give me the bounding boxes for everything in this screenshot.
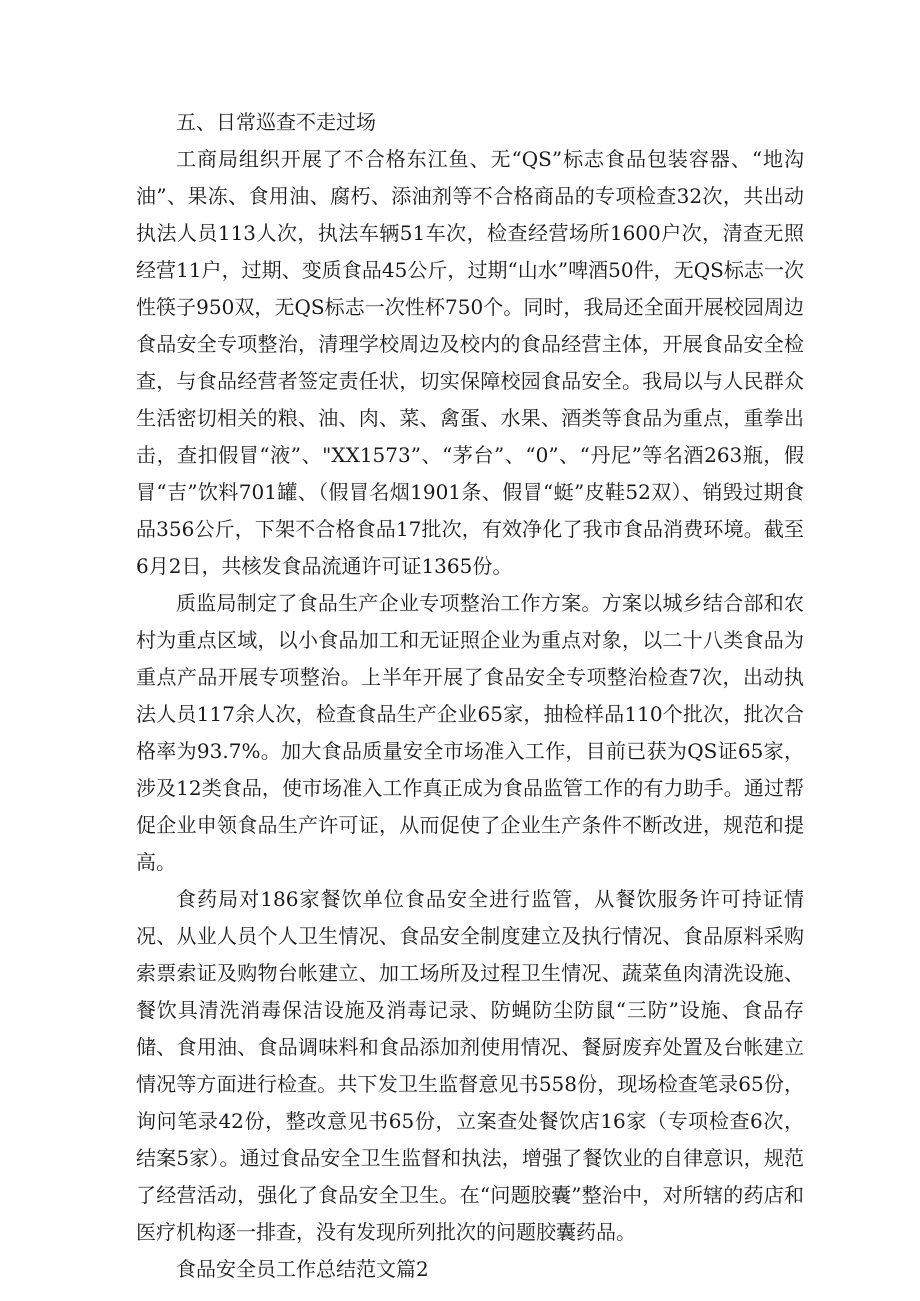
section-heading: 五、日常巡查不走过场 xyxy=(176,110,376,134)
paragraph-food-drug-bureau: 食药局对186家餐饮单位食品安全进行监管，从餐饮服务许可持证情况、从业人员个人卫生情况、食品安全制度建立及执行情况、食品原料采购索票索证及购物台帐建立、加工场所及过程卫生情况、蔬菜鱼肉清洗设施、餐饮具清洗消毒保洁设施及消毒记录、防蝇防尘防鼠“三防”设施、食品存储、食用油、食品调味料和食品添加剂使用情况、餐厨废弃处置及台帐建立情况等方面进行检查。共下发卫生监督意见书558份，现场检查笔录65份，询问笔录42份，整改意见书65份，立案查处餐饮店16家（专项检查6次，结案5家）。通过食品安全卫生监督和执法，增强了餐饮业的自律意识，规范了经营活动，强化了食品安全卫生。在“问题胶囊”整治中，对所辖的药店和医疗机构逐一排查，没有发现所列批次的问题胶囊药品。 xyxy=(136,887,804,1244)
document-body xyxy=(136,104,804,1288)
next-article-title: 食品安全员工作总结范文篇2 xyxy=(176,1257,429,1281)
paragraph-quality-bureau: 质监局制定了食品生产企业专项整治工作方案。方案以城乡结合部和农村为重点区域，以小食品加工和无证照企业为重点对象，以二十八类食品为重点产品开展专项整治。上半年开展了食品安全专项整治检查7次，出动执法人员117余人次，检查食品生产企业65家，抽检样品110个批次，批次合格率为93.7%。加大食品质量安全市场准入工作，目前已获为QS证65家，涉及12类食品，使市场准入工作真正成为食品监管工作的有力助手。通过帮促企业申领食品生产许可证，从而促使了企业生产条件不断改进，规范和提高。 xyxy=(136,591,804,874)
paragraph-commerce-bureau: 工商局组织开展了不合格东江鱼、无“QS”标志食品包装容器、“地沟油”、果冻、食用油、腐朽、添油剂等不合格商品的专项检查32次，共出动执法人员113人次，执法车辆51车次，检查经营场所1600户次，清查无照经营11户，过期、变质食品45公斤，过期“山水”啤酒50件，无QS标志一次性筷子950双，无QS标志一次性杯750个。同时，我局还全面开展校园周边食品安全专项整治，清理学校周边及校内的食品经营主体，开展食品安全检查，与食品经营者签定责任状，切实保障校园食品安全。我局以与人民群众生活密切相关的粮、油、肉、菜、禽蛋、水果、酒类等食品为重点，重拳出击，查扣假冒“液”、"XX1573”、“茅台”、“0”、“丹尼”等名酒263瓶，假冒“吉”饮料701罐、（假冒名烟1901条、假冒“蜓”皮鞋52双）、销毁过期食品356公斤，下架不合格食品17批次，有效净化了我市食品消费环境。截至6月2日，共核发食品流通许可证1365份。 xyxy=(136,147,804,578)
